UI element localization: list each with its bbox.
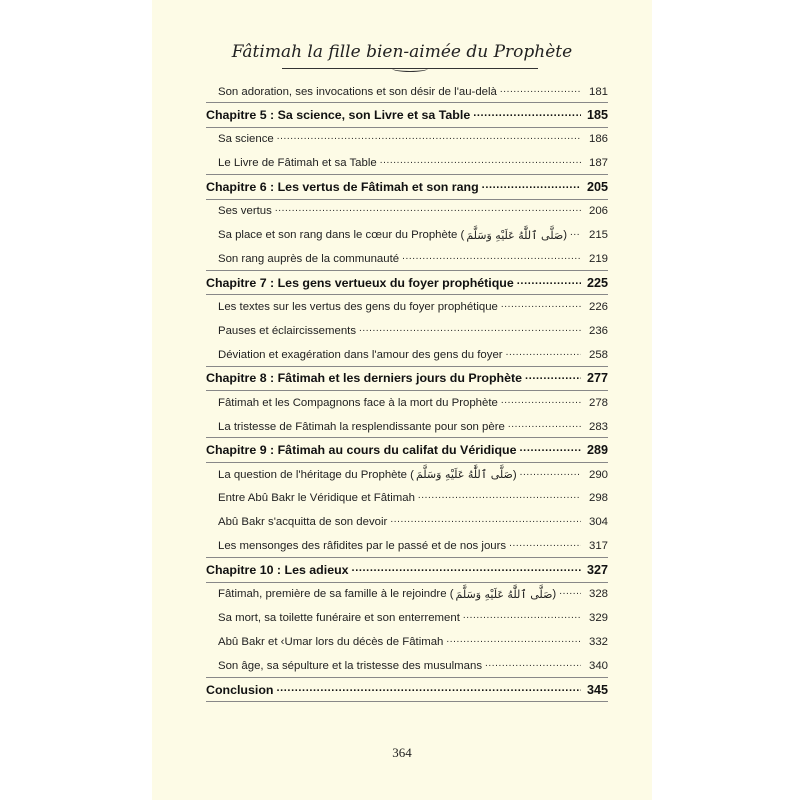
dot-leader	[500, 85, 581, 99]
page-ref: 187	[588, 157, 608, 170]
entry-title: Pauses et éclaircissements	[218, 324, 357, 337]
toc-chapter-row	[206, 102, 608, 127]
dot-leader	[501, 396, 581, 410]
toc-entry-row	[206, 511, 608, 534]
toc-entry-row	[206, 463, 608, 486]
honorific-arabic: صَلَّى ٱللَّٰهُ عَلَيْهِ وَسَلَّمَ	[455, 587, 553, 601]
honorific-arabic: صَلَّى ٱللَّٰهُ عَلَيْهِ وَسَلَّمَ	[466, 228, 564, 242]
entry-title: Son âge, sa sépulture et la tristesse des musulmans	[218, 660, 483, 673]
entry-title: Abû Bakr s'acquitta de son devoir	[218, 516, 388, 529]
page-ref: 283	[588, 420, 608, 433]
toc-entry-row	[206, 224, 608, 247]
toc-entry-row	[206, 583, 608, 606]
page-ref: 181	[588, 85, 608, 98]
page-ref: 332	[588, 636, 608, 649]
page-ref: 328	[588, 588, 608, 601]
page-ref: 345	[586, 682, 608, 697]
page-ref: 340	[588, 660, 608, 673]
entry-title: Sa science	[218, 133, 274, 146]
page-ref: 206	[588, 205, 608, 218]
toc-entry-row	[206, 128, 608, 151]
page-ref: 290	[588, 468, 608, 481]
entry-title: Son rang auprès de la communauté	[218, 253, 400, 266]
chapter-title: Chapitre 9 : Fâtimah au cours du califat du Véridique	[206, 443, 517, 458]
entry-title: La question de l'héritage du Prophète (	[218, 468, 414, 481]
page-ref: 236	[588, 324, 608, 337]
dot-leader	[506, 348, 581, 362]
dot-leader	[485, 659, 581, 673]
toc-entry-row	[206, 343, 608, 366]
honorific-arabic: صَلَّى ٱللَّٰهُ عَلَيْهِ وَسَلَّمَ	[415, 468, 513, 481]
toc-chapter-row	[206, 437, 608, 462]
toc-entry-row	[206, 248, 608, 271]
dot-leader	[352, 563, 581, 577]
dot-leader	[517, 276, 581, 290]
toc-entry-row	[206, 487, 608, 510]
entry-title-suffix: )	[563, 229, 567, 242]
dot-leader	[508, 420, 581, 434]
dot-leader	[570, 228, 581, 242]
chapter-title: Chapitre 6 : Les vertus de Fâtimah et son rang	[206, 179, 479, 194]
dot-leader	[463, 611, 581, 625]
entry-title: Fâtimah, première de sa famille à le rejoindre (	[218, 588, 454, 601]
chapter-title: Chapitre 10 : Les adieux	[206, 562, 349, 577]
page-ref: 278	[588, 396, 608, 409]
toc-entry-row	[206, 391, 608, 414]
toc-chapter-row	[206, 270, 608, 295]
entry-title: Son adoration, ses invocations et son désir de l'au-delà	[218, 85, 497, 98]
toc-entry-row	[206, 80, 608, 103]
toc-entry-row	[206, 631, 608, 654]
entry-title: Ses vertus	[218, 205, 272, 218]
dot-leader	[359, 324, 581, 338]
header-ornament-rule	[282, 66, 538, 72]
toc-entry-row	[206, 295, 608, 318]
page-ref: 215	[588, 229, 608, 242]
dot-leader	[276, 683, 581, 697]
chapter-title: Conclusion	[206, 682, 274, 697]
entry-title: Déviation et exagération dans l'amour des gens du foyer	[218, 348, 503, 361]
toc-chapter-row	[206, 366, 608, 391]
dot-leader	[520, 443, 581, 457]
dot-leader	[559, 587, 581, 601]
toc-chapter-row	[206, 677, 608, 702]
page-ref: 327	[586, 562, 608, 577]
dot-leader	[275, 204, 581, 218]
page-number: 364	[392, 745, 412, 760]
dot-leader	[482, 180, 581, 194]
page-ref: 185	[586, 108, 608, 123]
dot-leader	[390, 515, 581, 529]
dot-leader	[380, 156, 581, 170]
chapter-title: Chapitre 8 : Fâtimah et les derniers jours du Prophète	[206, 371, 523, 386]
dot-leader	[473, 108, 581, 122]
dot-leader	[446, 635, 581, 649]
page-ref: 298	[588, 492, 608, 505]
toc-entry-row	[206, 607, 608, 630]
running-header: Fâtimah la fille bien-aimée du Prophète	[231, 42, 573, 62]
entry-title: Sa mort, sa toilette funéraire et son enterrement	[218, 612, 460, 625]
entry-title: Les textes sur les vertus des gens du foyer prophétique	[218, 300, 498, 313]
page-ref: 205	[586, 179, 608, 194]
page-ref: 225	[586, 275, 608, 290]
page-ref: 186	[588, 133, 608, 146]
dot-leader	[509, 539, 581, 553]
toc-chapter-row	[206, 557, 608, 582]
page-ref: 289	[586, 443, 608, 458]
dot-leader	[520, 468, 581, 482]
toc-entry-row	[206, 535, 608, 558]
header-flourish	[392, 65, 428, 72]
page-ref: 304	[588, 516, 608, 529]
dot-leader	[525, 371, 581, 385]
toc-entry-row	[206, 415, 608, 438]
entry-title: La tristesse de Fâtimah la resplendissante pour son père	[218, 420, 505, 433]
toc-entry-row	[206, 200, 608, 223]
chapter-title: Chapitre 7 : Les gens vertueux du foyer prophétique	[206, 275, 514, 290]
dot-leader	[402, 252, 581, 266]
page-ref: 329	[588, 612, 608, 625]
entry-title: Entre Abû Bakr le Véridique et Fâtimah	[218, 492, 415, 505]
dot-leader	[418, 491, 581, 505]
page-ref: 317	[588, 540, 608, 553]
entry-title-suffix: )	[512, 468, 517, 481]
entry-title: Sa place et son rang dans le cœur du Prophète (	[218, 229, 465, 242]
page-ref: 277	[586, 371, 608, 386]
page-ref: 226	[588, 300, 608, 313]
page-ref: 258	[588, 348, 608, 361]
entry-title: Le Livre de Fâtimah et sa Table	[218, 157, 377, 170]
entry-title: Abû Bakr et ‹Umar lors du décès de Fâtimah	[218, 636, 444, 649]
entry-title-suffix: )	[552, 588, 557, 601]
toc-entry-row	[206, 655, 608, 678]
toc-entry-row	[206, 152, 608, 175]
toc-entry-row	[206, 319, 608, 342]
toc-chapter-row	[206, 174, 608, 199]
book-page	[152, 0, 652, 800]
table-of-contents	[206, 80, 608, 702]
chapter-title: Chapitre 5 : Sa science, son Livre et sa Table	[206, 108, 471, 123]
entry-title: Fâtimah et les Compagnons face à la mort du Prophète	[218, 396, 498, 409]
dot-leader	[277, 132, 581, 146]
entry-title: Les mensonges des râfidites par le passé et de nos jours	[218, 540, 507, 553]
dot-leader	[501, 300, 581, 314]
page-ref: 219	[588, 253, 608, 266]
